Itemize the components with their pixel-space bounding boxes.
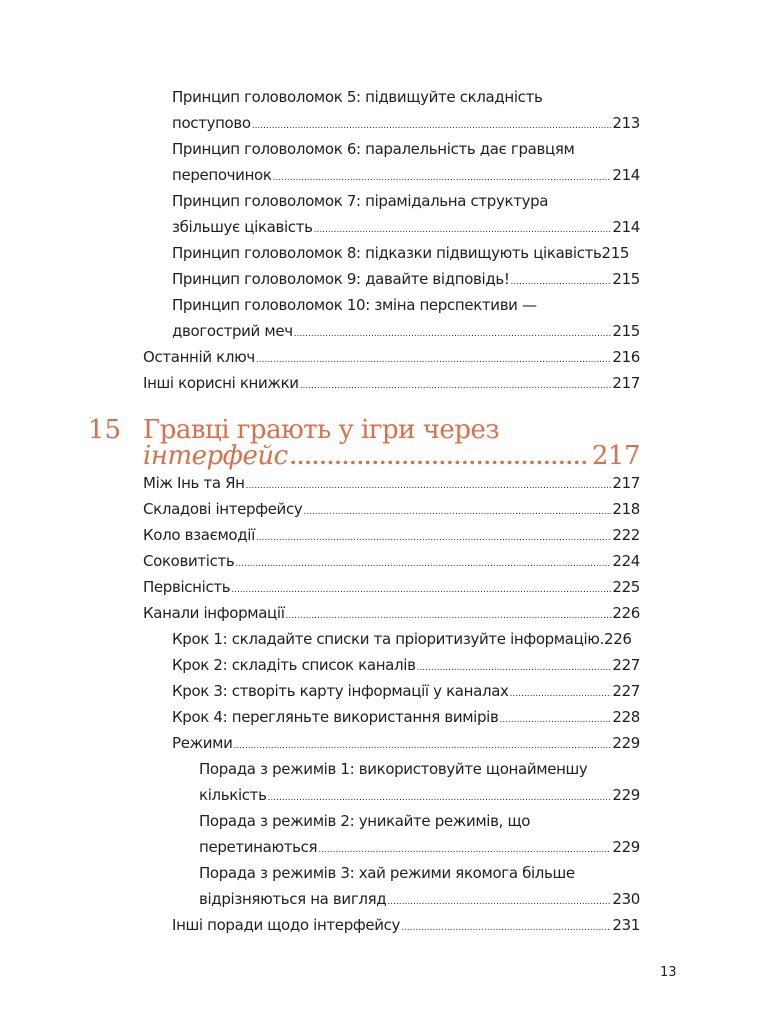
toc-entry bbox=[0, 470, 763, 496]
toc-entry-title: Крок 3: створіть карту інформації у каналах bbox=[172, 682, 509, 700]
toc-entry-title: Інші поради щодо інтерфейсу bbox=[172, 916, 401, 934]
page-number: 217 bbox=[612, 474, 640, 492]
toc-entry-title: Режими bbox=[172, 734, 233, 752]
page-number: 215 bbox=[612, 322, 640, 340]
page-number: 225 bbox=[612, 578, 640, 596]
toc-entry-title: Коло взаємодії bbox=[143, 526, 255, 544]
toc-entry bbox=[0, 808, 763, 860]
chapter-title-line1: Гравці грають у ігри через bbox=[143, 415, 500, 445]
toc-entry-line2: перепочинок bbox=[172, 166, 272, 184]
toc-entry-line2: збільшує цікавість bbox=[172, 218, 313, 236]
toc-entry-title: Соковитість bbox=[143, 552, 235, 570]
toc-entry-title: Принцип головоломок 8: підказки підвищують цікавість bbox=[172, 244, 602, 262]
page-number: 214 bbox=[612, 218, 640, 236]
toc-entry bbox=[0, 678, 763, 704]
page-number: 227 bbox=[612, 682, 640, 700]
toc-entry-line1: Принцип головоломок 6: паралельність дає гравцям bbox=[172, 140, 575, 158]
page-number: 218 bbox=[612, 500, 640, 518]
page-number: 226 bbox=[612, 604, 640, 622]
toc-entry-line2: кількість bbox=[199, 786, 267, 804]
toc-entry-title: Останній ключ bbox=[143, 348, 255, 366]
toc-entry bbox=[0, 84, 763, 136]
toc-entry-title: Принцип головоломок 9: давайте відповідь! bbox=[172, 270, 510, 288]
page-number: 226 bbox=[604, 630, 632, 648]
toc-entry-line2: двогострий меч bbox=[172, 322, 293, 340]
page-number: 228 bbox=[612, 708, 640, 726]
toc-entry bbox=[0, 730, 763, 756]
toc-entry-title: Інші корисні книжки bbox=[143, 374, 299, 392]
toc-entry bbox=[0, 704, 763, 730]
toc-entry bbox=[0, 292, 763, 344]
toc-entry-line1: Принцип головоломок 10: зміна перспективи — bbox=[172, 296, 537, 314]
dot-leader bbox=[401, 915, 611, 941]
toc-entry-line2: відрізняються на вигляд bbox=[199, 890, 387, 908]
dot-leader bbox=[300, 373, 612, 399]
page-number: 231 bbox=[612, 916, 640, 934]
chapter-page-number: 217 bbox=[591, 441, 640, 471]
page-number: 217 bbox=[612, 374, 640, 392]
toc-entry bbox=[0, 136, 763, 188]
dot-leader bbox=[290, 443, 590, 471]
chapter-title-line2: інтерфейс bbox=[143, 441, 288, 471]
toc-entry bbox=[0, 240, 763, 266]
chapter-number: 15 bbox=[88, 415, 122, 445]
toc-entry bbox=[0, 266, 763, 292]
toc-entry bbox=[0, 860, 763, 912]
page-number: 216 bbox=[612, 348, 640, 366]
toc-entry-title: Первісність bbox=[143, 578, 231, 596]
page-number: 229 bbox=[612, 734, 640, 752]
toc-entry-line2: поступово bbox=[172, 114, 251, 132]
toc-entry-title: Крок 4: перегляньте використання вимірів bbox=[172, 708, 499, 726]
table-of-contents bbox=[0, 84, 763, 938]
toc-entry-line1: Порада з режимів 3: хай режими якомога більше bbox=[199, 864, 575, 882]
toc-entry bbox=[0, 548, 763, 574]
toc-entry-line1: Принцип головоломок 5: підвищуйте складність bbox=[172, 88, 543, 106]
page-number: 215 bbox=[601, 244, 630, 262]
page-number: 214 bbox=[612, 166, 640, 184]
page-folio-number: 13 bbox=[660, 965, 677, 980]
toc-entry bbox=[0, 600, 763, 626]
toc-entry bbox=[0, 522, 763, 548]
toc-entry bbox=[0, 344, 763, 370]
toc-entry-line1: Принцип головоломок 7: пірамідальна структура bbox=[172, 192, 549, 210]
chapter-heading bbox=[0, 414, 763, 470]
toc-entry-line1: Порада з режимів 1: використовуйте щонайменшу bbox=[199, 760, 588, 778]
page-number: 224 bbox=[612, 552, 640, 570]
toc-entry-title: Крок 2: складіть список каналів bbox=[172, 656, 416, 674]
toc-entry-title: Канали інформації bbox=[143, 604, 285, 622]
toc-entry bbox=[0, 496, 763, 522]
toc-entry bbox=[0, 626, 763, 652]
page-number: 222 bbox=[612, 526, 640, 544]
page-number: 230 bbox=[612, 890, 640, 908]
toc-entry-title: Між Інь та Ян bbox=[143, 474, 245, 492]
page-number: 229 bbox=[612, 786, 640, 804]
toc-entry bbox=[0, 652, 763, 678]
toc-entry bbox=[0, 756, 763, 808]
page-number: 213 bbox=[612, 114, 640, 132]
page-number: 227 bbox=[612, 656, 640, 674]
page-number: 229 bbox=[612, 838, 640, 856]
toc-entry bbox=[0, 370, 763, 396]
toc-entry bbox=[0, 188, 763, 240]
toc-entry-title: Крок 1: складайте списки та пріоритизуйте інформацію. bbox=[172, 630, 604, 648]
toc-entry-line2: перетинаються bbox=[199, 838, 318, 856]
toc-entry-title: Складові інтерфейсу bbox=[143, 500, 303, 518]
toc-entry bbox=[0, 574, 763, 600]
page-number: 215 bbox=[612, 270, 640, 288]
toc-entry-line1: Порада з режимів 2: уникайте режимів, що bbox=[199, 812, 531, 830]
toc-entry bbox=[0, 912, 763, 938]
